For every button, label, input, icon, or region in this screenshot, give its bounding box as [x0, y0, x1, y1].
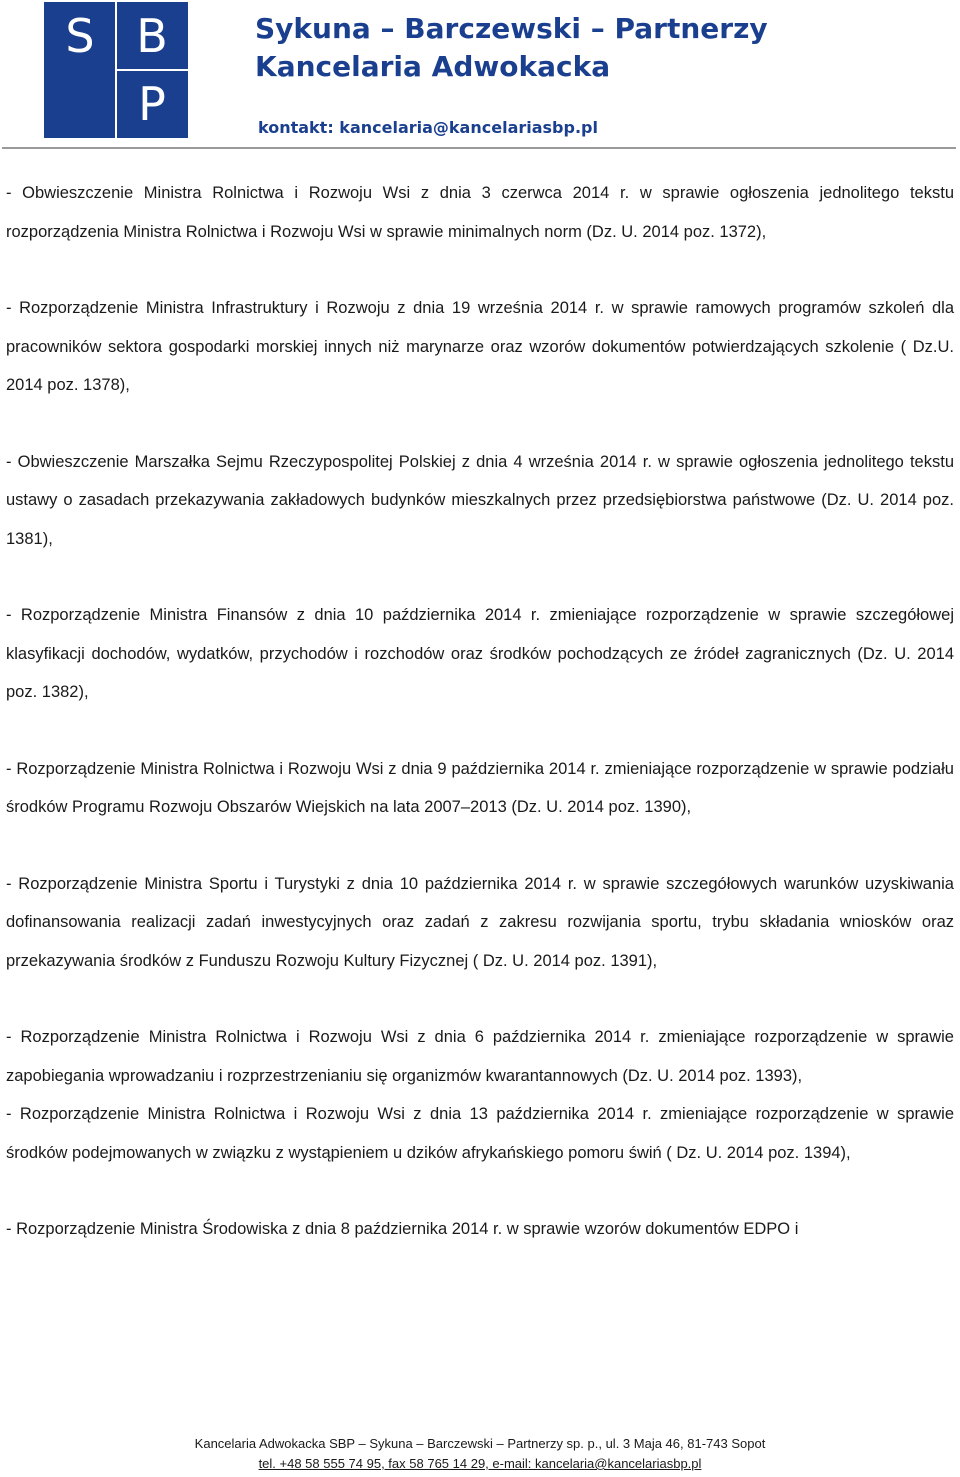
legal-act-entry: - Rozporządzenie Ministra Środowiska z dnia 8 października 2014 r. w sprawie wzorów dokumentów EDPO i: [6, 1220, 799, 1238]
firm-name-line1: Sykuna – Barczewski – Partnerzy: [255, 12, 768, 45]
legal-act-entry: - Rozporządzenie Ministra Infrastruktury i Rozwoju z dnia 19 września 2014 r. w sprawie ramowych programów szkoleń dla pracowników sektora gospodarki morskiej innych niż marynarze oraz wzorów dokumentów potwierdzających szkolenie ( Dz.U. 2014 poz. 1378),: [6, 299, 954, 394]
legal-act-entry: - Rozporządzenie Ministra Rolnictwa i Rozwoju Wsi z dnia 6 października 2014 r. zmieniające rozporządzenie w sprawie zapobiegania wprowadzaniu i rozprzestrzenianiu się organizmów kwarantannowych (Dz. U. 2014 poz. 1393),: [6, 1028, 954, 1085]
document-body: [6, 174, 954, 1287]
header-divider: [2, 147, 956, 149]
header-contact-email[interactable]: kontakt: kancelaria@kancelariasbp.pl: [258, 118, 598, 137]
legal-act-entry: - Rozporządzenie Ministra Finansów z dnia 10 października 2014 r. zmieniające rozporządzenie w sprawie szczegółowej klasyfikacji dochodów, wydatków, przychodów i rozchodów oraz środków pochodzących ze źródeł zagranicznych (Dz. U. 2014 poz. 1382),: [6, 606, 954, 701]
firm-name-line2: Kancelaria Adwokacka: [255, 50, 611, 83]
legal-act-entry: - Obwieszczenie Marszałka Sejmu Rzeczypospolitej Polskiej z dnia 4 września 2014 r. w sprawie ogłoszenia jednolitego tekstu ustawy o zasadach przekazywania zakładowych budynków mieszkalnych przez przedsiębiorstwa państwowe (Dz. U. 2014 poz. 1381),: [6, 452, 954, 548]
legal-act-entry: - Rozporządzenie Ministra Rolnictwa i Rozwoju Wsi z dnia 13 października 2014 r. zmieniające rozporządzenie w sprawie środków podejmowanych w związku z wystąpieniem u dzików afrykańskiego pomoru świń ( Dz. U. 2014 poz. 1394),: [6, 1105, 954, 1162]
logo-divider-horizontal: [116, 69, 188, 71]
legal-act-entry: - Rozporządzenie Ministra Sportu i Turystyki z dnia 10 października 2014 r. w sprawie szczegółowych warunków uzyskiwania dofinansowania realizacji zadań inwestycyjnych oraz zadań z zakresu rozwijania sportu, trybu składania wniosków oraz przekazywania środków z Funduszu Rozwoju Kultury Fizycznej ( Dz. U. 2014 poz. 1391),: [6, 874, 954, 970]
logo-letter-b: B: [136, 9, 168, 63]
logo-letter-s: S: [65, 9, 95, 63]
page-footer: [0, 1434, 960, 1474]
footer-contact-link[interactable]: tel. +48 58 555 74 95, fax 58 765 14 29, e-mail: kancelaria@kancelariasbp.pl: [258, 1456, 702, 1471]
sbp-logo: [44, 2, 188, 138]
legal-act-entry: - Rozporządzenie Ministra Rolnictwa i Rozwoju Wsi z dnia 9 października 2014 r. zmieniające rozporządzenie w sprawie podziału środków Programu Rozwoju Obszarów Wiejskich na lata 2007–2013 (Dz. U. 2014 poz. 1390),: [6, 759, 954, 816]
legal-act-entry: - Obwieszczenie Ministra Rolnictwa i Rozwoju Wsi z dnia 3 czerwca 2014 r. w sprawie ogłoszenia jednolitego tekstu rozporządzenia Ministra Rolnictwa i Rozwoju Wsi w sprawie minimalnych norm (Dz. U. 2014 poz. 1372),: [6, 184, 954, 241]
footer-address: Kancelaria Adwokacka SBP – Sykuna – Barczewski – Partnerzy sp. p., ul. 3 Maja 46, 81-743 Sopot: [194, 1436, 766, 1451]
logo-letter-p: P: [138, 77, 166, 131]
firm-name: [255, 10, 768, 86]
page-header: [0, 0, 960, 150]
